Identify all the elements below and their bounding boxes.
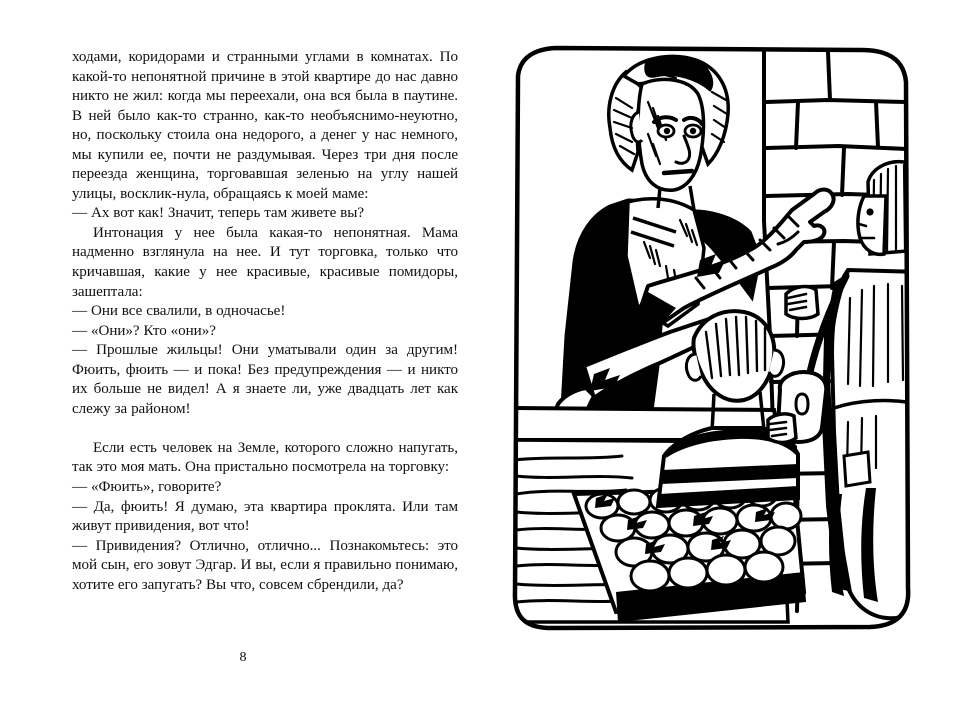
paragraph-3: Интонация у нее была какая-то непонятная. Мама надменно взглянула на нее. И тут торговка, только что кричавшая, какие у нее красивые, красивые помидоры, зашептала: xyxy=(72,224,458,300)
paragraph-4: — Они все свалили, в одночасье! xyxy=(72,303,286,320)
illustration-svg xyxy=(498,36,948,642)
paragraph-10: — Привидения? Отлично, отлично... Познакомьтесь: это мой сын, его зовут Эдгар. И вы, если я правильно понимаю, хотите его запугать? Вы что, совсем сбрендили, да? xyxy=(72,537,458,593)
body-text-column xyxy=(72,48,458,595)
paragraph-5: — «Они»? Кто «они»? xyxy=(72,322,216,339)
paragraph-9: — Да, фюить! Я думаю, эта квартира проклята. Или там живут привидения, вот что! xyxy=(72,498,458,535)
illustration-content xyxy=(498,36,948,642)
woman-pupil-left xyxy=(664,128,670,134)
paragraph-8: — «Фюить», говорите? xyxy=(72,478,222,495)
woman-mouth xyxy=(664,171,692,173)
woman-pupil-right xyxy=(690,128,696,134)
page-number: 8 xyxy=(239,650,247,665)
chapter-illustration xyxy=(498,36,948,642)
bag-woman-eye xyxy=(866,208,873,215)
paragraph-7: Если есть человек на Земле, которого сложно напугать, так это моя мать. Она пристально посмотрела на торговку: xyxy=(72,439,458,476)
bag-woman-pocket xyxy=(844,452,870,486)
paragraph-6: — Прошлые жильцы! Они уматывали один за другим! Фюить, фюить — и пока! Без предупреждения — и никто их больше не видел! А я знаете ли, уже двадцать лет как слежу за районом! xyxy=(72,342,458,417)
paragraph-1: ходами, коридорами и странными углами в комнатах. По какой-то непонятной причине в этой квартире до нас давно никто не жил: когда мы переехали, она вся была в паутине. В ней было как-то странно, как-то необъяснимо-неуютно, но, поскольку стоила она недорого, а денег у нас немного, мы купили ее, почти не раздумывая. Через три дня после переезда женщина, торговавшая зеленью на углу нашей улицы, восклик-нула, обращаясь к моей маме: xyxy=(72,49,458,202)
paragraph-2: — Ах вот как! Значит, теперь там живете вы? xyxy=(72,205,364,222)
handbag-clasp xyxy=(796,394,808,414)
